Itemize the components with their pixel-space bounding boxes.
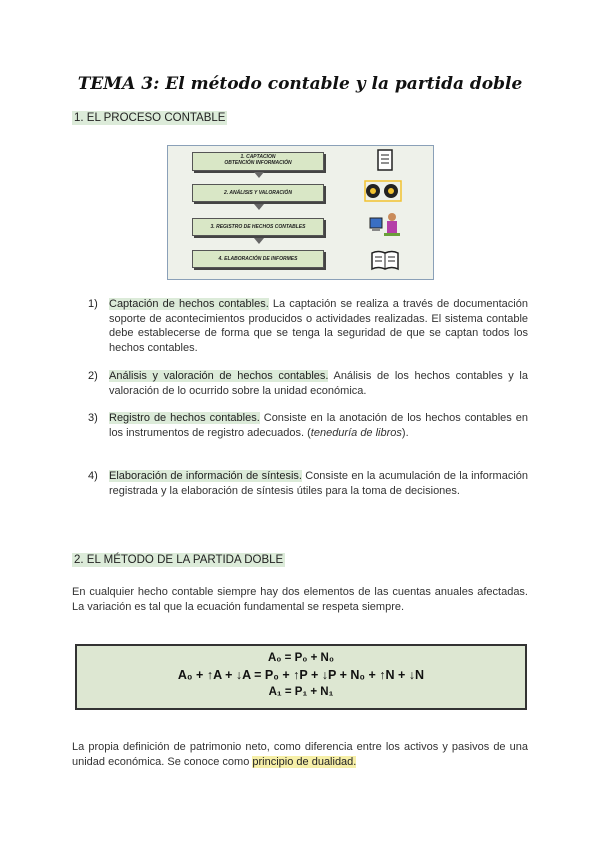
equation-box [75,644,527,710]
section-heading-partida-doble: 2. EL MÉTODO DE LA PARTIDA DOBLE [74,554,284,566]
list-number: 2) [88,370,98,382]
list-text-tail: ). [401,426,409,439]
list-number: 4) [88,470,98,482]
closing-paragraph [72,740,528,769]
equation-final: A₁ = P₁ + N₁ [268,686,334,698]
page-title: TEMA 3: El método contable y la partida doble [77,74,523,94]
diagram-step-4: 4. ELABORACIÓN DE INFORMES [192,250,324,268]
list-text: Análisis de los hechos contables y la valoración de lo ocurrido sobre la unidad económica. [109,370,528,397]
diagram-arrow [254,172,264,178]
list-text: Consiste en la acumulación de la información registrada y la elaboración de síntesis útiles para la toma de decisiones. [109,470,529,497]
list-item [88,411,528,440]
intro-paragraph: En cualquier hecho contable siempre hay dos elementos de las cuentas anuales afectadas. La variación es tal que la ecuación fundamental se respeta siempre. [72,586,528,613]
list-item [88,369,528,398]
diagram-arrow [254,204,264,210]
diagram-step-2: 2. ANÁLISIS Y VALORACIÓN [192,184,324,202]
term-captacion: Captación de hechos contables. [109,298,269,310]
closing-text: La propia definición de patrimonio neto, como diferencia entre los activos y pasivos de una unidad económica. Se conoce como [72,741,528,768]
term-principio-dualidad: principio de dualidad. [252,755,357,768]
term-registro: Registro de hechos contables. [109,412,260,424]
term-elaboracion: Elaboración de información de síntesis. [109,470,302,482]
process-diagram [167,145,434,280]
gears-icon [363,179,403,203]
diagram-arrow [254,238,264,244]
equation-variation: A₀ + ↑A + ↓A = P₀ + ↑P + ↓P + N₀ + ↑N + ↓N [177,668,425,682]
equation-initial: A₀ = P₀ + N₀ [267,652,335,664]
list-text-italic: teneduría de libros [310,426,402,439]
term-analisis: Análisis y valoración de hechos contables. [109,370,329,382]
list-item [88,297,528,355]
book-icon [370,248,400,272]
list-number: 3) [88,412,98,424]
document-icon [373,149,397,173]
list-text: Consiste en la anotación de los hechos contables en los instrumentos de registro adecuados. ( [109,412,528,439]
list-text: La captación se realiza a través de documentación soporte de acontecimientos producidos o actividades realizadas. El sistema contable debe establecerse de forma que se tenga la seguridad de que se captan todos los hechos contables. [109,298,528,354]
diagram-step-1: 1. CAPTACION OBTENCIÓN INFORMACIÓN [192,152,324,171]
list-number: 1) [88,298,98,310]
list-item [88,469,528,498]
section-heading-proceso-contable: 1. EL PROCESO CONTABLE [74,112,226,124]
diagram-step-3: 3. REGISTRO DE HECHOS CONTABLES [192,218,324,236]
person-computer-icon [368,210,402,240]
